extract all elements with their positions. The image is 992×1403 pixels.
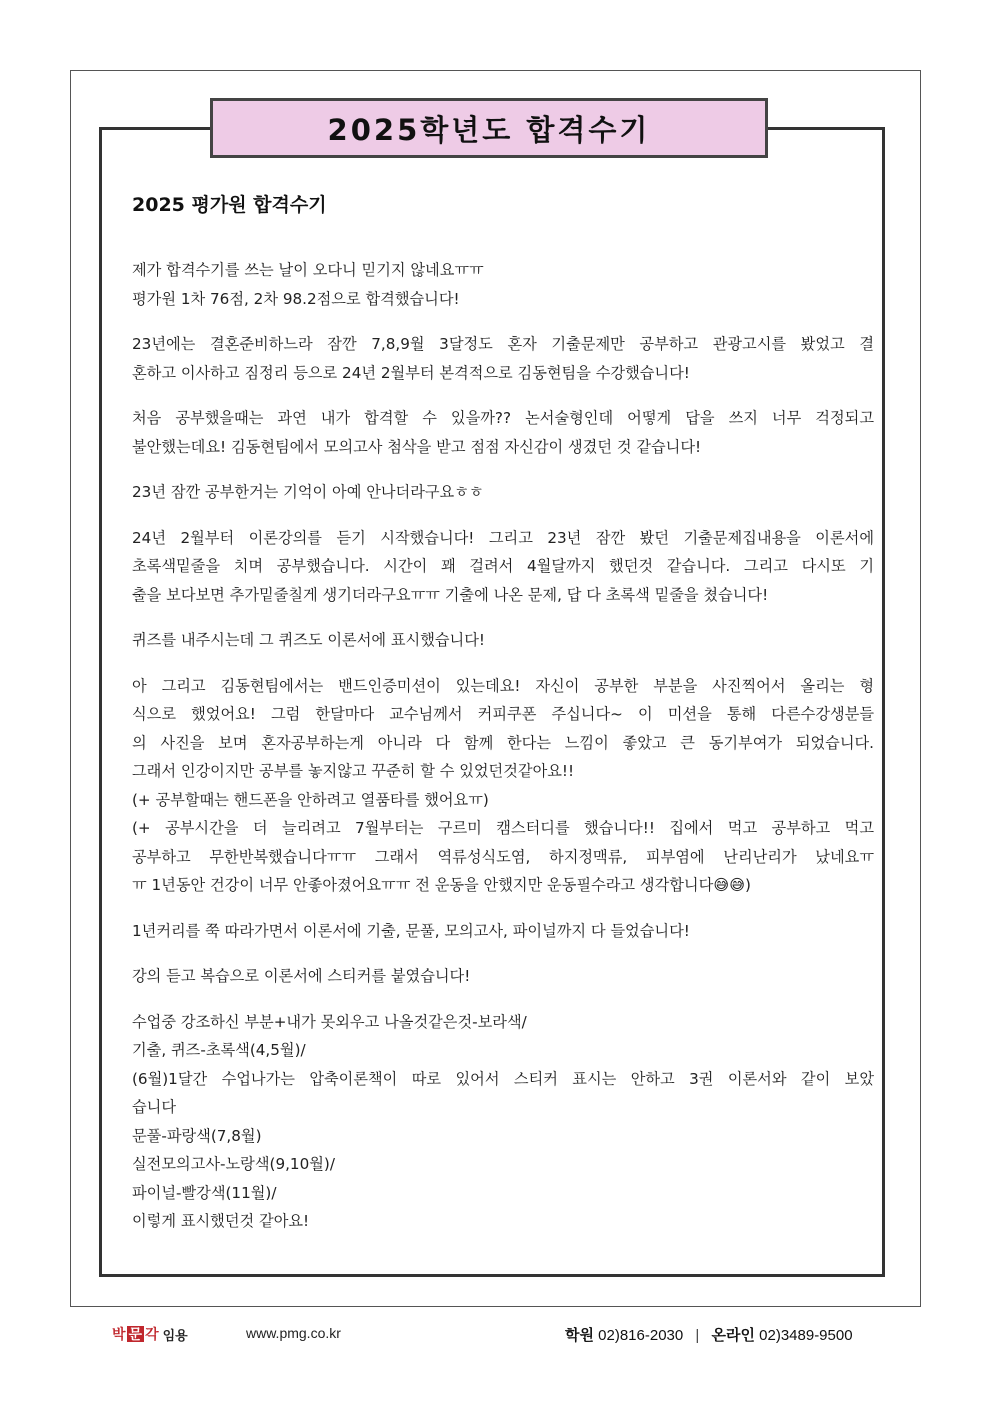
text-line: 처음 공부했을때는 과연 내가 합격할 수 있을까?? 논서술형인데 어떻게 답을 쓰지 너무 걱정되고 xyxy=(132,409,874,427)
text-line: 강의 듣고 복습으로 이론서에 스티커를 붙였습니다! xyxy=(132,967,471,985)
logo-text-1: 박 xyxy=(112,1326,126,1342)
text-line: 불안했는데요! 김동현팀에서 모의고사 첨삭을 받고 점점 자신감이 생겼던 것 같습니다! xyxy=(132,437,702,456)
logo-text-3: 각 xyxy=(145,1326,159,1342)
logo-mark xyxy=(112,1324,159,1344)
paragraph xyxy=(132,478,874,507)
paragraph xyxy=(132,404,874,461)
footer-contact xyxy=(565,1324,853,1345)
document-subtitle: 2025 평가원 합격수기 xyxy=(132,194,327,216)
logo-text-2: 문 xyxy=(128,1326,143,1342)
text-line: 실전모의고사-노랑색(9,10월)/ xyxy=(132,1155,335,1173)
text-line: 식으로 했었어요! 그럼 한달마다 교수님께서 커피쿠폰 주십니다~ 이 미션을 통해 다른수강생분들 xyxy=(132,705,874,723)
academy-label: 학원 xyxy=(565,1327,594,1344)
text-line: 이렇게 표시했던것 같아요! xyxy=(132,1212,310,1230)
text-line: 그래서 인강이지만 공부를 놓지않고 꾸준히 할 수 있었던것같아요!! xyxy=(132,762,575,780)
text-line: (6월)1달간 수업나가는 압축이론책이 따로 있어서 스티커 표시는 안하고 3권 이론서와 같이 보았 xyxy=(132,1069,874,1088)
text-line: 습니다 xyxy=(132,1098,177,1116)
text-line: 문풀-파랑색(7,8월) xyxy=(132,1126,262,1145)
paragraph xyxy=(132,330,874,387)
publisher-logo xyxy=(112,1324,188,1344)
logo-subtitle: 임용 xyxy=(162,1327,188,1343)
paragraph xyxy=(132,524,874,610)
contact-separator: | xyxy=(695,1327,700,1344)
online-label: 온라인 xyxy=(711,1327,755,1344)
text-line: 기출, 퀴즈-초록색(4,5월)/ xyxy=(132,1041,306,1059)
text-line: 파이널-빨강색(11월)/ xyxy=(132,1183,277,1202)
paragraph xyxy=(132,962,874,991)
text-line: 제가 합격수기를 쓰는 날이 오다니 믿기지 않네요ㅠㅠ xyxy=(132,261,484,279)
paragraph xyxy=(132,256,874,313)
text-line: 23년 잠깐 공부한거는 기억이 아예 안나더라구요ㅎㅎ xyxy=(132,483,484,501)
text-line: 아 그리고 김동현팀에서는 밴드인증미션이 있는데요! 자신이 공부한 부분을 사진찍어서 올리는 형 xyxy=(132,676,874,695)
text-line: 의 사진을 보며 혼자공부하는게 아니라 다 함께 한다는 느낌이 좋았고 큰 동기부여가 되었습니다. xyxy=(132,733,874,752)
paragraph xyxy=(132,1008,874,1236)
text-line: ㅠ 1년동안 건강이 너무 안좋아졌어요ㅠㅠ 전 운동을 안했지만 운동필수라고 생각합니다😅😅) xyxy=(132,876,751,894)
text-line: 평가원 1차 76점, 2차 98.2점으로 합격했습니다! xyxy=(132,289,460,308)
title-banner xyxy=(210,98,768,158)
document-body xyxy=(132,190,874,1253)
online-phone: 02)3489-9500 xyxy=(759,1327,853,1344)
text-line: (+ 공부할때는 핸드폰을 안하려고 열품타를 했어요ㅠ) xyxy=(132,790,489,809)
page-title: 2025학년도 합격수기 xyxy=(327,112,651,147)
text-line: 공부하고 무한반복했습니다ㅠㅠ 그래서 역류성식도염, 하지정맥류, 피부염에 난리난리가 났네요ㅠ xyxy=(132,847,874,866)
footer-url[interactable]: www.pmg.co.kr xyxy=(246,1325,341,1341)
footer xyxy=(0,1322,992,1346)
text-line: 혼하고 이사하고 짐정리 등으로 24년 2월부터 본격적으로 김동현팀을 수강했습니다! xyxy=(132,363,690,382)
paragraph xyxy=(132,917,874,946)
paragraph xyxy=(132,626,874,655)
text-line: 초록색밑줄을 치며 공부했습니다. 시간이 꽤 걸려서 4월달까지 했던것 같습니다. 그리고 다시또 기 xyxy=(132,557,874,575)
text-line: 출을 보다보면 추가밑줄칠게 생기더라구요ㅠㅠ 기출에 나온 문제, 답 다 초록색 밑줄을 쳤습니다! xyxy=(132,585,769,604)
academy-phone: 02)816-2030 xyxy=(598,1327,684,1344)
paragraph-list xyxy=(132,256,874,1236)
text-line: 1년커리를 쭉 따라가면서 이론서에 기출, 문풀, 모의고사, 파이널까지 다 들었습니다! xyxy=(132,921,690,940)
text-line: 24년 2월부터 이론강의를 듣기 시작했습니다! 그리고 23년 잠깐 봤던 기출문제집내용을 이론서에 xyxy=(132,528,874,547)
text-line: 23년에는 결혼준비하느라 잠깐 7,8,9월 3달정도 혼자 기출문제만 공부하고 관광고시를 봤었고 결 xyxy=(132,335,874,353)
text-line: 퀴즈를 내주시는데 그 퀴즈도 이론서에 표시했습니다! xyxy=(132,631,485,649)
text-line: (+ 공부시간을 더 늘리려고 7월부터는 구르미 캠스터디를 했습니다!! 집에서 먹고 공부하고 먹고 xyxy=(132,819,874,837)
paragraph xyxy=(132,672,874,900)
text-line: 수업중 강조하신 부분+내가 못외우고 나올것같은것-보라색/ xyxy=(132,1012,527,1031)
